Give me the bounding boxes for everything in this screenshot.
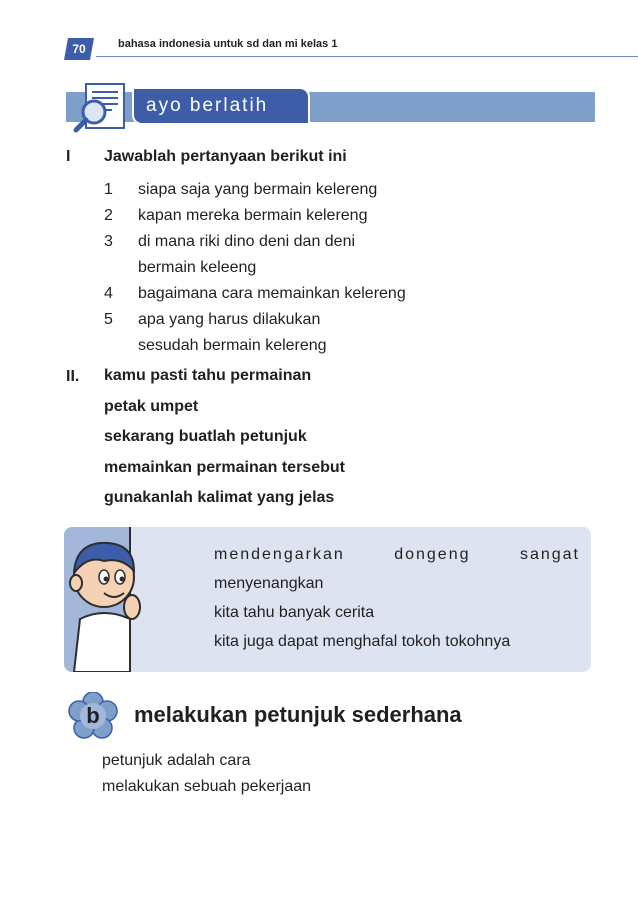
info-box-text	[214, 540, 580, 656]
info-line: kita tahu banyak cerita	[214, 604, 375, 621]
question-item	[104, 203, 504, 229]
section-2-number: II.	[66, 368, 80, 385]
info-box	[64, 527, 591, 672]
page-number-badge	[64, 36, 94, 62]
running-head: bahasa indonesia untuk sd dan mi kelas 1	[118, 38, 338, 50]
question-number: 5	[104, 311, 113, 328]
section-1-number: I	[66, 148, 71, 165]
question-item	[104, 307, 504, 359]
question-list	[104, 177, 504, 359]
question-text: bagaimana cara memainkan kelereng	[138, 285, 406, 302]
question-item	[104, 177, 504, 203]
question-item	[104, 229, 504, 281]
question-number: 1	[104, 181, 113, 198]
banner-label: ayo berlatih	[146, 95, 269, 116]
banner-tab	[132, 87, 310, 125]
info-line: kita juga dapat menghafal tokoh tokohnya	[214, 633, 511, 650]
section-b-line: petunjuk adalah cara	[102, 752, 251, 769]
question-text: kapan mereka bermain kelereng	[138, 207, 368, 224]
page-number: 70	[72, 42, 86, 56]
section-1-title: Jawablah pertanyaan berikut ini	[104, 148, 347, 165]
section-b-badge	[68, 692, 118, 740]
section-2-line: kamu pasti tahu permainan	[104, 367, 312, 384]
section-2-text	[104, 361, 345, 514]
question-number: 3	[104, 233, 113, 250]
section-2-line: sekarang buatlah petunjuk	[104, 428, 307, 445]
document-magnifier-icon	[72, 80, 136, 136]
question-text: siapa saja yang bermain kelereng	[138, 181, 378, 198]
question-item	[104, 281, 504, 307]
peeking-boy-illustration	[64, 527, 204, 672]
question-text: apa yang harus dilakukan sesudah bermain kelereng	[138, 311, 327, 354]
question-number: 2	[104, 207, 113, 224]
question-text: di mana riki dino deni dan deni bermain keleeng	[138, 233, 356, 276]
section-2-line: gunakanlah kalimat yang jelas	[104, 489, 335, 506]
section-2-line: memainkan permainan tersebut	[104, 458, 345, 476]
section-b-letter: b	[86, 703, 100, 728]
section-b-body	[102, 748, 311, 800]
section-2-line: petak umpet	[104, 397, 199, 415]
info-line-1: mendengarkan dongeng sangat	[214, 546, 580, 563]
header-rule	[96, 56, 638, 57]
section-b-title: melakukan petunjuk sederhana	[134, 702, 462, 727]
section-b-line: melakukan sebuah pekerjaan	[102, 778, 312, 795]
question-number: 4	[104, 285, 113, 302]
info-line: menyenangkan	[214, 575, 324, 592]
